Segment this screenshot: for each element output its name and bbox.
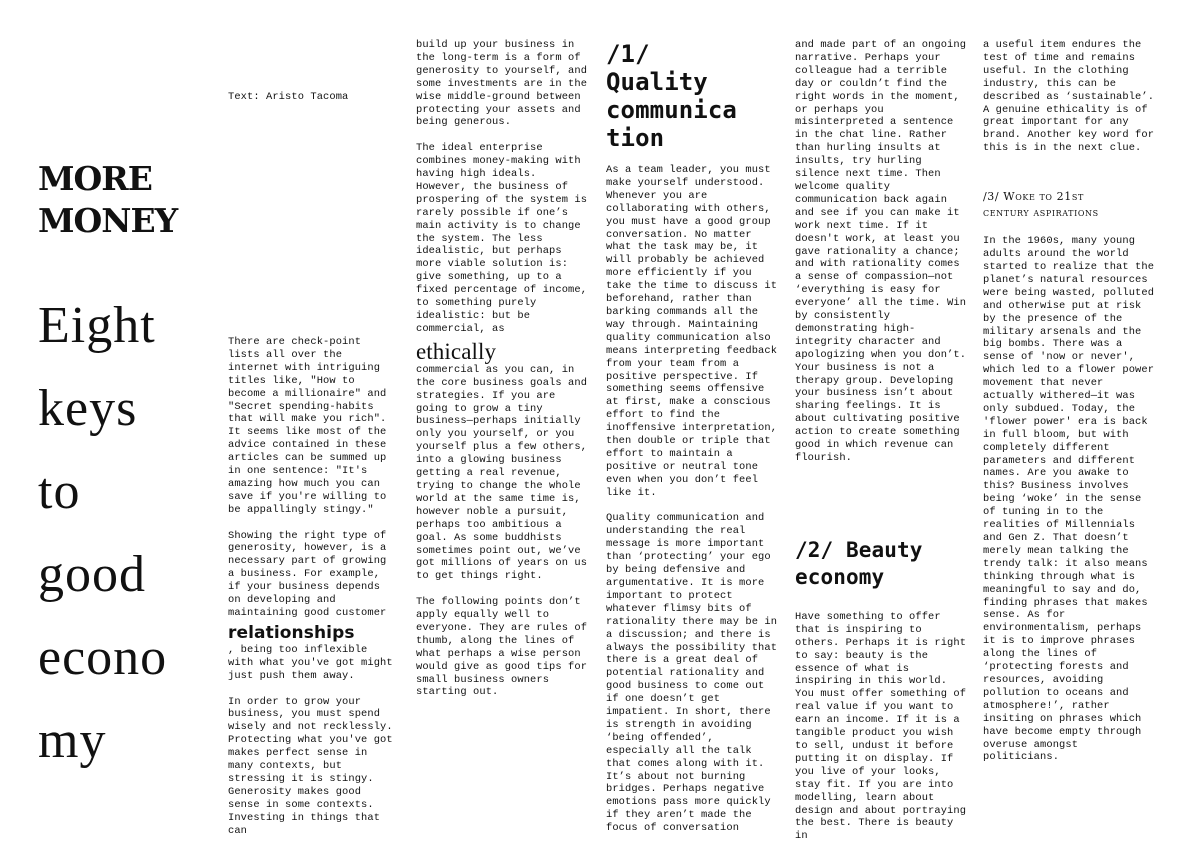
kicker-line-1: MORE xyxy=(38,159,152,198)
title-line: to xyxy=(38,463,81,520)
paragraph: In the 1960s, many young adults around the world started to realize that the planet’s natural resources were being wasted, polluted and otherwise put at risk by the presence of the military arsenals and the big bombs. There was a sense of 'now or never', which led to a flower power movement that never actually withered—it was only subdued. Today, the 'flower power' era is back in full bloom, but with completely different parameters and different names. Are you awake to this? Business involves being ‘woke’ in the sense of tuning in to the realities of Millennials and Gen Z. That doesn’t merely mean talking the trendy talk: it also means thinking through what is meaningful to say and do, finding phrases that makes sense. As for environmentalism, perhaps it is to improve phrases along the lines of ‘protecting forests and resources, avoiding pollution to oceans and atmosphere!’, rather insiting on phrases which have become empty through overuse amongst politicians. xyxy=(983,235,1155,764)
heading-line: communica xyxy=(606,96,737,124)
title-line: good xyxy=(38,546,146,603)
heading-line: century aspirations xyxy=(983,206,1099,220)
title-line: Eight xyxy=(38,297,156,354)
paragraph: The ideal enterprise combines money-making with having high ideals. However, the business of prospering of the system is rarely possible if one’s main activity is to change the system. The less idealistic, but perhaps more viable solution is: give something, up to a fixed percentage of income, to something purely idealistic: but be commercial, as xyxy=(416,142,588,335)
heading-line: /3/ Woke to 21st xyxy=(983,190,1084,204)
heading-line: economy xyxy=(795,564,885,589)
paragraph: a useful item endures the test of time and remains useful. In the clothing industry, this can be described as ‘sustainable’. A genuine ethicality is of great important for any brand. Another key word for this is in the next clue. xyxy=(983,39,1155,155)
paragraph: , being too inflexible with what you've got might just push them away. xyxy=(228,643,393,682)
section-heading-2 xyxy=(795,537,967,591)
column-4 xyxy=(795,39,967,843)
paragraph: commercial as you can, in the core business goals and strategies. If you are going to grow a tiny business—perhaps initially only you yourself, or you yourself plus a few others, into a glowing business getting a real revenue, trying to change the whole world at the same time is, however noble a pursuit, perhaps too ambitious a goal. As some buddhists sometimes point out, we’ve got millions of years on us to get things right. xyxy=(416,363,588,583)
kicker xyxy=(38,158,177,242)
paragraph: In order to grow your business, you must spend wisely and not recklessly. Protecting what you've got makes perfect sense in many contexts, but stressing it is stingy. Generosity makes good sense in some contexts. Investing in things that can xyxy=(228,695,393,837)
emphasis-word: ethically xyxy=(416,338,497,364)
column-5 xyxy=(983,39,1155,764)
section-heading-1 xyxy=(606,40,780,152)
paragraph: build up your business in the long-term is a form of generosity to yourself, and some investments are in the wise middle-ground between protecting your assets and being generous. xyxy=(416,39,588,129)
heading-line: /1/ xyxy=(606,40,650,68)
paragraph: and made part of an ongoing narrative. Perhaps your colleague had a terrible day or couldn’t find the right words in the moment, or perhaps you misinterpreted a sentence in the chat line. Rather than hurling insults at insults, try hurling silence next time. Then welcome quality communication back again and see if you can make it work next time. If it doesn't work, at least you gave rationality a chance; and with rationality comes a sense of compassion—not ‘everything is easy for everyone’ all the time. Win by consistently demonstrating high-integrity character and apologizing when you don’t. Your business is not a therapy group. Developing your business isn’t about sharing feelings. It is about cultivating positive action to create something good in which revenue can flourish. xyxy=(795,39,967,464)
column-1 xyxy=(228,336,398,838)
kicker-line-2: MONEY xyxy=(38,201,178,240)
paragraph: Showing the right type of generosity, however, is a necessary part of growing a business. For example, if your business depends on developing and maintaining good customer xyxy=(228,529,387,620)
paragraph: Quality communication and understanding the real message is more important than ‘protecting’ your ego by being defensive and argumentative. It is more important to protect whatever flimsy bits of rationality there may be in a discussion; and there is always the possibility that there is a great deal of potential rationality and good business to come out if one doesn’t get impatient. In short, there is strength in avoiding ‘being offended’, especially all the talk that comes along with it. It’s about not burning bridges. Perhaps negative emotions pass more quickly if they aren’t made the focus of conversation xyxy=(606,512,778,835)
title-line: my xyxy=(38,712,107,769)
title-line: econo xyxy=(38,629,168,686)
column-2 xyxy=(416,39,588,699)
emphasis-word: relationships xyxy=(228,622,355,643)
paragraph: The following points don’t apply equally well to everyone. They are rules of thumb, along the lines of what perhaps a wise person would give as good tips for small business owners starting out. xyxy=(416,596,588,699)
heading-line: /2/ Beauty xyxy=(795,537,923,562)
title-line: keys xyxy=(38,380,138,437)
paragraph: Have something to offer that is inspiring to others. Perhaps it is right to say: beauty is the essence of what is inspiring in this world. You must offer something of real value if you want to earn an income. If it is a tangible product you wish to sell, undust it before putting it on display. If you live of your looks, stay fit. If you are into modelling, learn about design and about portraying the best. There is beauty in xyxy=(795,610,967,843)
heading-line: tion xyxy=(606,124,665,152)
page-title xyxy=(38,284,167,782)
section-heading-3 xyxy=(983,189,1155,221)
heading-line: Quality xyxy=(606,68,708,96)
paragraph: There are check-point lists all over the internet with intriguing titles like, "How to become a millionaire" and "Secret spending-habits that will make you rich". It seems like most of the advice contained in these articles can be summed up in one sentence: "It's amazing how much you can save if you're willing to be appallingly stingy." xyxy=(228,336,387,516)
author-credit: Text: Aristo Tacoma xyxy=(228,91,349,103)
paragraph: As a team leader, you must make yourself understood. Whenever you are collaborating with others, you must have a good group conversation. No matter what the task may be, it will probably be achieved more efficiently if you take the time to discuss it beforehand, rather than barking commands all the way through. Maintaining quality communication also means interpreting feedback from your team from a positive perspective. If something seems offensive at first, make a conscious effort to find the inoffensive interpretation, then double or triple that effort to maintain a positive or neutral tone even when you don’t feel like it. xyxy=(606,164,778,499)
column-3 xyxy=(606,40,780,835)
